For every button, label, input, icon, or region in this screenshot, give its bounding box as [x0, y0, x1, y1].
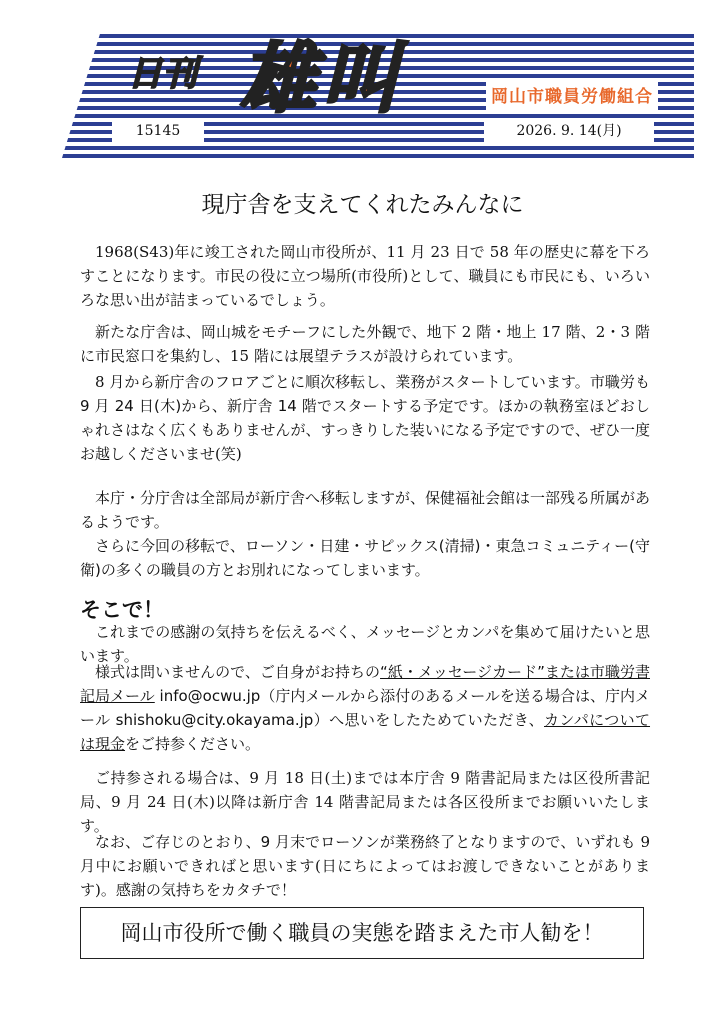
internal-email[interactable]: shishoku@city.okayama.jp	[115, 711, 314, 729]
section-4-text-c: となりますので、いずれも 9 月中にお願いできればと思います(日にちによってはお渡しできないことがあります)。感謝の気持ちをカタチで！	[80, 833, 650, 899]
paragraph-1: 1968(S43)年に竣工された岡山市役所が、11 月 23 日で 58 年の歴史に幕を下ろすことになります。市民の役に立つ場所(市役所)として、職員にも市民にも、いろいろな思い出が詰まっているでしょう。	[80, 243, 650, 309]
masthead-title-small: 日刊	[128, 54, 198, 94]
paragraph-4: 本庁・分庁舎は全部局が新庁舎へ移転しますが、保健福祉会館は一部残る所属があるようです。	[80, 489, 651, 531]
section-paragraph-2	[80, 660, 650, 756]
paragraph-3-text-c: ほかの執務室ほどおしゃれさはなく広くもありませんが、すっきりした装いになる予定ですので、ぜひ一度お越しくださいませ(笑)	[80, 397, 650, 463]
paragraph-3-text-a: 8 月から新庁舎のフロアごとに順次移転し、業務がスタートしています。	[95, 373, 590, 391]
issue-date: 2026. 9. 14(月)	[484, 118, 654, 144]
article-headline: 現庁舎を支えてくれたみんなに	[201, 192, 524, 218]
section-paragraph-3: ご持参される場合は、9 月 18 日(土)までは本庁舎 9 階書記局または区役所書記局、9 月 24 日(木)以降は新庁舎 14 階書記局または各区役所までお願いいたします。	[80, 769, 650, 835]
paragraph-5-text-c: なってしまいます。	[295, 561, 430, 579]
section-2-cash-note: カンパについては現金	[80, 711, 651, 753]
section-4-text-a: なお、ご存じのとおり、	[95, 833, 261, 851]
section-2-text-h: をご持参ください。	[125, 735, 261, 753]
masthead-title-logo: 雄叫	[240, 34, 404, 123]
paragraph-2: 新たな庁舎は、岡山城をモチーフにした外観で、地下 2 階・地上 17 階、2・3 階に市民窓口を集約し、15 階には展望テラスが設けられています。	[80, 323, 650, 365]
paragraph-3	[80, 370, 650, 466]
section-4-highlight: 9 月末でローソンが業務終了	[260, 833, 456, 851]
section-1-message: メッセージ	[365, 623, 441, 641]
paragraph-3-highlight: 市職労も 9 月 24 日(木)から、新庁舎 14 階でスタートする予定です。	[80, 373, 650, 415]
section-1-kanpa: カンパ	[455, 623, 500, 641]
section-2-underlined: “紙・メッセージカード”または市職労書記局メール	[80, 663, 650, 705]
footer-slogan: 岡山市役所で働く職員の実態を踏まえた市人勧を！	[80, 907, 644, 959]
section-1-text-e: を集めて届けたいと思います。	[80, 623, 650, 665]
paragraph-5-text-a: さらに今回の移転で、	[95, 537, 245, 555]
paragraph-5	[80, 534, 650, 582]
section-2-text-d: （庁内メールから添付のあるメールを送る場合は、庁内メール	[80, 687, 651, 729]
union-name: 岡山市職員労働組合	[486, 82, 658, 112]
section-title: そこで！	[80, 598, 164, 622]
union-email[interactable]: info@ocwu.jp	[154, 687, 261, 705]
section-2-text-f: ）へ思いをしたためていただき、	[313, 711, 544, 729]
section-paragraph-4	[80, 830, 650, 902]
section-1-text-c: と	[440, 623, 456, 641]
section-1-text-a: これまでの感謝の気持ちを伝えるべく、	[95, 623, 366, 641]
section-2-text-a: 様式は問いませんので、ご自身がお持ちの	[95, 663, 381, 681]
paragraph-5-highlight: ローソン・日建・サピックス(清掃)・東急コミュニティー(守衛)の多くの職員の方とお別れに	[80, 537, 650, 579]
issue-number: 15145	[112, 118, 204, 144]
